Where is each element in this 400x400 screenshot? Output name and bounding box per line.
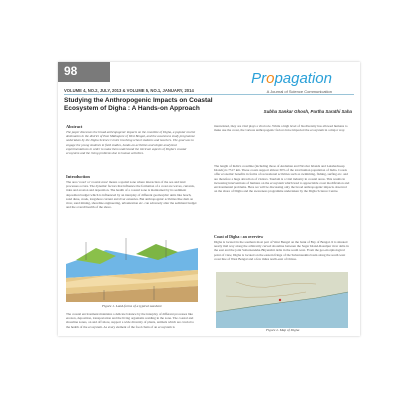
figure-1-caption: Figure 1. Land-forms of a typical seashore [102, 304, 162, 308]
issue-line: VOLUME 4, NO.2, JULY, 2013 & VOLUME 5, NO.1, JANUARY, 2014 [64, 88, 194, 93]
coast-of-digha-text: Digha is located in the southern most part of West Bengal on the bank of Bay of Bengal. It is situated nearly mid way along the arbitrarily curved shoreline between the Sagar Island-Rasulpur river delta in the east and the joint Subarnarekha-Bhyenshri delta in the south west. From the geo-morphological point of view, Digha is located on the eastern fringe of the Subarnarekha basin along the south west coast line of West Bengal and a few miles north-east of Orissa. [214, 240, 349, 261]
logo-part-2: pagation [274, 70, 332, 87]
journal-page [58, 62, 360, 336]
figure-2-map-of-digha [216, 272, 348, 328]
journal-subtitle: A Journal of Science Communication [266, 89, 332, 94]
article-title: Studying the Anthropogenic Impacts on Coastal Ecosystem of Digha : A Hands-on Approach [64, 97, 213, 112]
page-number: 98 [64, 64, 78, 78]
introduction-heading: Introduction [66, 174, 90, 179]
right-column-coastline-text: The length of India's coastline (including those of Andaman and Nicobar Islands and Lakshadweep Islands) is 7517 km. These coasts support almost 30% of the total human population of India. Coasts offer economic benefits in forms of recreational activities such as swimming, fishing, surfing etc. and are therefore a huge attraction of visitors. Tourism is a vital industry in coastal areas. This results in increasing interventions of humans on the ecosystem which lead to appreciable coast modification and environmental problems. Here we will be discussing only the broad anthropogenic impacts observed on the shore of Digha and the awareness programme undertaken by the Digha Science Centre. [214, 164, 350, 194]
article-authors: Subha Sankar Ghosh, Partha Sarathi Saha [263, 109, 352, 114]
logo-part-o: o [266, 70, 275, 87]
journal-logo [251, 70, 332, 87]
right-column-intro-text: interrelated, they are vital plays a vital role. While a high level of biodiversity has allowed humans to make use the coast, the various anthropogenic factors have impacted the ecosystem in a major way. [214, 124, 348, 133]
page-number-bar [58, 62, 110, 82]
logo-part-1: Pr [251, 70, 267, 87]
introduction-text: The area 'coast' or 'coastal zone' means a spatial zone where interaction of the sea and land processes occurs. The dynamic factors that influence the formation of a coast are waves, currents, tides and erosion and deposition. The health of a coastal zone is maintained by its sediment deposition budget which is influenced by an interplay of different geomorphic units like beach, sand dune, creek, longshore current and river estuaries. But anthropogenic activities like dam on river, sand mining, shoreline engineering, urbanization etc. can adversely alter the sediment budget and the overall health of the shore. [66, 180, 197, 210]
figure-1-landforms-illustration [66, 230, 198, 302]
figure-2-caption: Figure 2. Map of Digha [266, 328, 300, 332]
abstract-text: The paper discusses the broad anthropogenic impacts on the coastline of Digha, a popular tourist destination in the district of East Midnapore of West Bengal, and the awareness study programme undertaken by the Digha Science Centre involving school students and teachers. The goal was to engage the young students in field studies, hands-on activities and simple analytical experimentations in order to make them understand the intricate aspects of Digha's coastal ecosystem and the rising problems due to human activities. [66, 130, 196, 156]
abstract-heading: Abstract [66, 124, 83, 129]
header-divider [64, 94, 354, 95]
coast-of-digha-heading: Coast of Digha : an overview [214, 234, 264, 239]
left-column-bottom-text: The coastal environment maintains a delicate balance by the interplay of different processes like erosion, deposition, transportation and the living organisms residing in the zone. The coastal and shoreline zones, on and off shore, support a wide diversity of plants, animals which are crucial to the health of the ecosystem. As every element of the food chain of an ecosystem is [66, 312, 195, 329]
